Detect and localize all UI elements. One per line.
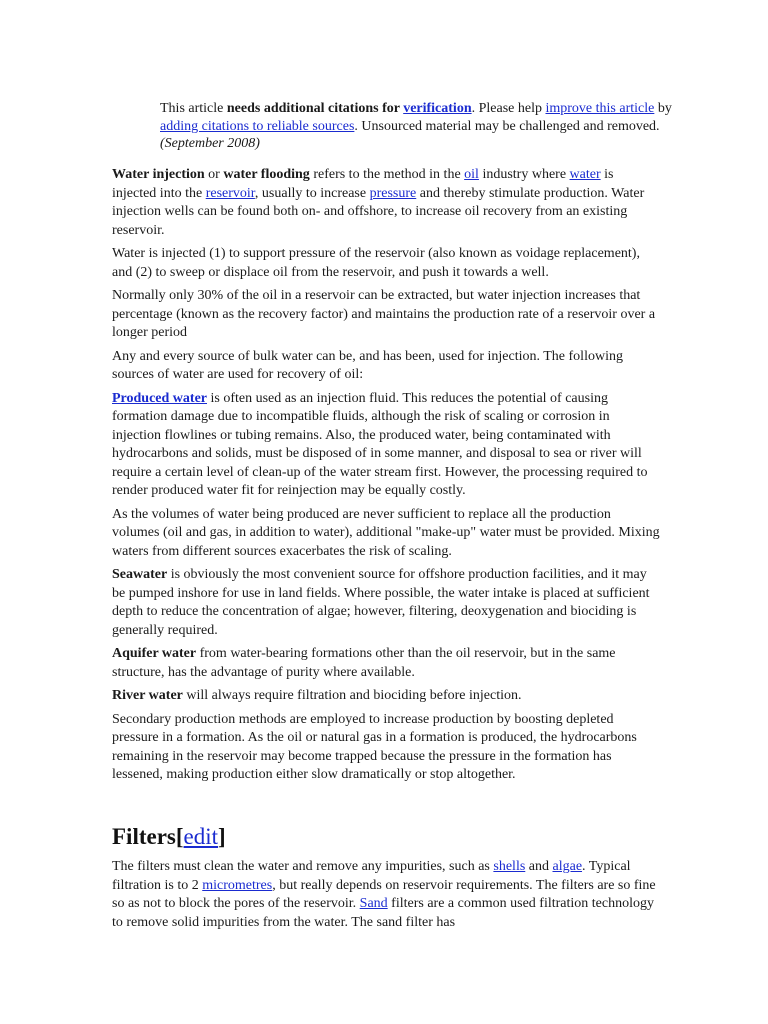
paragraph-produced-water: Produced water is often used as an injection fluid. This reduces the potential of causing formation damage due to incompatible fluids, although the risk of scaling or corrosion in injection flowlines or tubing remains. Also, the produced water, being contaminated with hydrocarbons and solids, must be disposed of in some manner, and disposal to sea or river will require a certain level of clean-up of the water stream first. However, the processing required to render produced water fit for reinjection may be equally costly. (112, 390, 648, 498)
link-reservoir[interactable]: reservoir (205, 185, 255, 201)
notice-bold-text: needs additional citations for (226, 101, 404, 116)
link-pressure[interactable]: pressure (369, 185, 417, 201)
paragraph-intro: Water injection or water flooding refers to the method in the oil industry where water is injected into the reservoir, usually to increase pressure and thereby stimulate production. Water injection wells can be found both on- and offshore, to increase oil recovery from an existing reservoir. (112, 167, 645, 238)
link-verification[interactable]: verification (403, 101, 472, 116)
paragraph-aquifer-water: Aquifer water from water-bearing formations other than the oil reservoir, but in the same structure, has the advantage of purity where available. (112, 646, 616, 680)
link-water[interactable]: water (569, 167, 601, 182)
link-produced-water[interactable]: Produced water (112, 390, 207, 406)
paragraph-seawater: Seawater is obviously the most convenient source for offshore production facilities, and it may be pumped inshore for use in land fields. Where possible, the water intake is placed at sufficient depth to reduce the concentration of algae; however, filtering, deoxygenation and biociding is generally required. (112, 567, 650, 638)
paragraph-make-up-water: As the volumes of water being produced are never sufficient to replace all the production volumes (oil and gas, in addition to water), additional "make-up" water must be provided. Mixing waters from different sources exacerbates the risk of scaling. (112, 506, 660, 559)
paragraph-purpose: Water is injected (1) to support pressure of the reservoir (also known as voidage replacement), and (2) to sweep or displace oil from the reservoir, and push it towards a well. (112, 246, 640, 280)
link-oil[interactable]: oil (464, 167, 479, 182)
notice-date: (September 2008) (160, 136, 260, 151)
edit-link[interactable]: edit (183, 824, 219, 849)
paragraph-recovery: Normally only 30% of the oil in a reservoir can be extracted, but water injection increases that percentage (known as the recovery factor) and maintains the production rate of a reservoir over a longer period (112, 288, 656, 340)
paragraph-secondary-production: Secondary production methods are employed to increase production by boosting depleted pressure in a formation. As the oil or natural gas in a formation is produced, the hydrocarbons remaining in the reservoir may become trapped because the pressure in the formation has lessened, making production either slow dramatically or stop altogether. (112, 711, 637, 782)
link-sand[interactable]: Sand (359, 896, 388, 911)
citation-notice: This article needs additional citations for verification. Please help improve this article by adding citations to reliable sources. Unsourced material may be challenged and removed. (September 2008) (160, 101, 672, 151)
link-shells[interactable]: shells (493, 859, 526, 874)
paragraph-sources: Any and every source of bulk water can be, and has been, used for injection. The following sources of water are used for recovery of oil: (112, 348, 623, 382)
paragraph-filters: The filters must clean the water and remove any impurities, such as shells and algae. Typical filtration is to 2 micrometres, but really depends on reservoir requirements. The filters are so fine so as not to block the pores of the reservoir. Sand filters are a common used filtration technology to remove solid impurities from the water. The sand filter has (112, 859, 656, 930)
link-algae[interactable]: algae (552, 859, 583, 874)
link-micrometres[interactable]: micrometres (202, 877, 273, 893)
paragraph-river-water: River water will always require filtration and biociding before injection. (112, 688, 522, 703)
link-adding-citations[interactable]: adding citations to reliable sources (160, 118, 355, 134)
link-improve-this-article[interactable]: improve this article (545, 101, 655, 116)
section-heading-filters: Filters[edit] (112, 824, 226, 849)
article-body (112, 166, 660, 790)
